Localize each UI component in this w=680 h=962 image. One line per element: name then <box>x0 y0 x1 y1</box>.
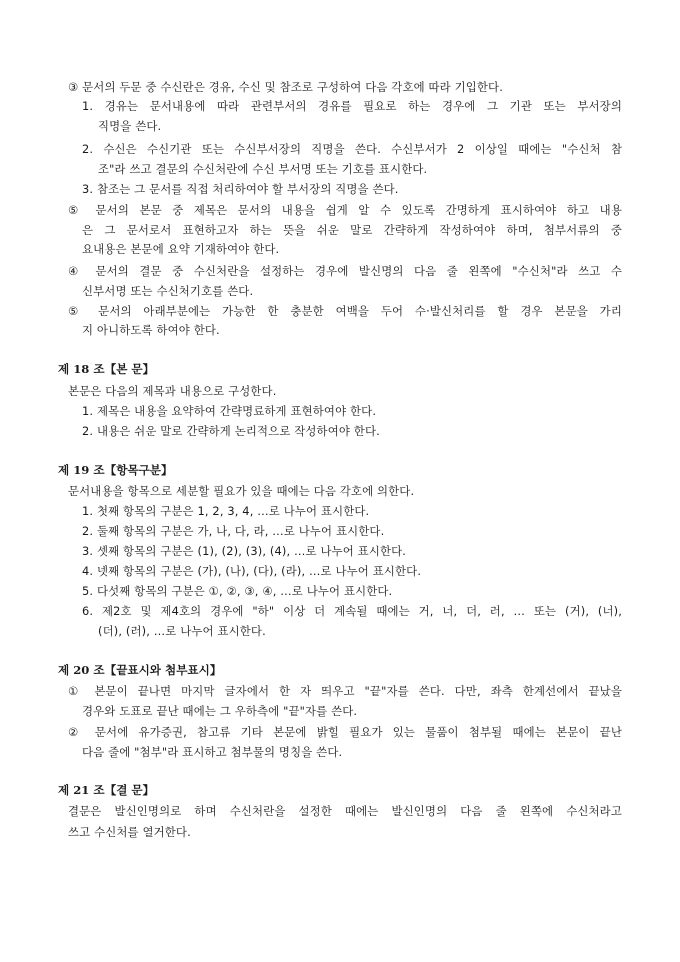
para-4-line-1: ④ 문서의 결문 중 수신처란을 설정하는 경우에 발신명의 다음 줄 왼쪽에 "수신처"라 쓰고 수 <box>68 264 622 278</box>
article-18-heading: 제 18 조【본 문】 <box>58 362 155 376</box>
article-19-item-3: 3. 셋째 항목의 구분은 (1), (2), (3), (4), …로 나누어 표시한다. <box>82 544 407 558</box>
article-21-line-1: 결문은 발신인명의로 하며 수신처란을 설정한 때에는 발신인명의 다음 줄 왼쪽에 수신처라고 <box>68 804 622 818</box>
para-5a-line-2: 은 그 문서로서 표현하고자 하는 뜻을 쉬운 말로 간략하게 작성하여야 하며, 첨부서류의 중 <box>82 223 622 237</box>
article-19-item-6-line-2: (더), (러), …로 나누어 표시한다. <box>98 624 266 638</box>
article-19-item-4: 4. 넷째 항목의 구분은 (가), (나), (다), (라), …로 나누어 표시한다. <box>82 564 422 578</box>
para-3-item-1-line-2: 직명을 쓴다. <box>98 119 162 133</box>
article-19-item-6-line-1: 6. 제2호 및 제4호의 경우에 "하" 이상 더 계속될 때에는 거, 너, 더, 러, … 또는 (거), (너), <box>82 604 622 618</box>
article-20-para-1-line-1: ① 본문이 끝나면 마지막 글자에서 한 자 띄우고 "끝"자를 쓴다. 다만, 좌측 한계선에서 끝났을 <box>68 684 622 698</box>
article-21-line-2: 쓰고 수신처를 열거한다. <box>68 825 191 839</box>
article-18-intro: 본문은 다음의 제목과 내용으로 구성한다. <box>68 384 277 398</box>
article-20-heading: 제 20 조【끝표시와 첨부표시】 <box>58 663 222 677</box>
para-3-item-3: 3. 참조는 그 문서를 직접 처리하여야 할 부서장의 직명을 쓴다. <box>82 182 399 196</box>
article-18-item-1: 1. 제목은 내용을 요약하여 간략명료하게 표현하여야 한다. <box>82 404 377 418</box>
article-19-item-1: 1. 첫째 항목의 구분은 1, 2, 3, 4, …로 나누어 표시한다. <box>82 504 370 518</box>
article-21-heading: 제 21 조【결 문】 <box>58 783 155 797</box>
article-19-item-5: 5. 다섯째 항목의 구분은 ①, ②, ③, ④, …로 나누어 표시한다. <box>82 584 393 598</box>
article-19-item-2: 2. 둘째 항목의 구분은 가, 나, 다, 라, …로 나누어 표시한다. <box>82 524 385 538</box>
article-20-para-2-line-2: 다음 줄에 "첨부"라 표시하고 첨부물의 명칭을 쓴다. <box>82 745 343 759</box>
para-3-item-1-line-1: 1. 경유는 문서내용에 따라 관련부서의 경유를 필요로 하는 경우에 그 기관 또는 부서장의 <box>82 99 622 113</box>
para-4-line-2: 신부서명 또는 수신처기호를 쓴다. <box>82 284 254 298</box>
article-18-item-2: 2. 내용은 쉬운 말로 간략하게 논리적으로 작성하여야 한다. <box>82 424 380 438</box>
para-5b-line-2: 지 아니하도록 하여야 한다. <box>82 323 220 337</box>
article-19-intro: 문서내용을 항목으로 세분할 필요가 있을 때에는 다음 각호에 의한다. <box>68 484 415 498</box>
article-20-para-2-line-1: ② 문서에 유가증권, 참고류 기타 본문에 밝힐 필요가 있는 물품이 첨부될 때에는 본문이 끝난 <box>68 725 622 739</box>
para-5b-line-1: ⑤ 문서의 아래부분에는 가능한 한 충분한 여백을 두어 수·발신처리를 할 경우 본문을 가리 <box>68 304 622 318</box>
para-3-line-1: ③ 문서의 두문 중 수신란은 경유, 수신 및 참조로 구성하여 다음 각호에 따라 기입한다. <box>68 80 503 94</box>
para-5a-line-1: ⑤ 문서의 본문 중 제목은 문서의 내용을 쉽게 알 수 있도록 간명하게 표시하여야 하고 내용 <box>68 203 622 217</box>
para-3-item-2-line-1: 2. 수신은 수신기관 또는 수신부서장의 직명을 쓴다. 수신부서가 2 이상일 때에는 "수신처 참 <box>82 142 622 156</box>
article-19-heading: 제 19 조【항목구분】 <box>58 463 173 477</box>
article-20-para-1-line-2: 경우와 도표로 끝난 때에는 그 우하측에 "끝"자를 쓴다. <box>82 704 358 718</box>
para-5a-line-3: 요내용은 본문에 요약 기재하여야 한다. <box>82 242 280 256</box>
para-3-item-2-line-2: 조"라 쓰고 결문의 수신처란에 수신 부서명 또는 기호를 표시한다. <box>98 162 428 176</box>
